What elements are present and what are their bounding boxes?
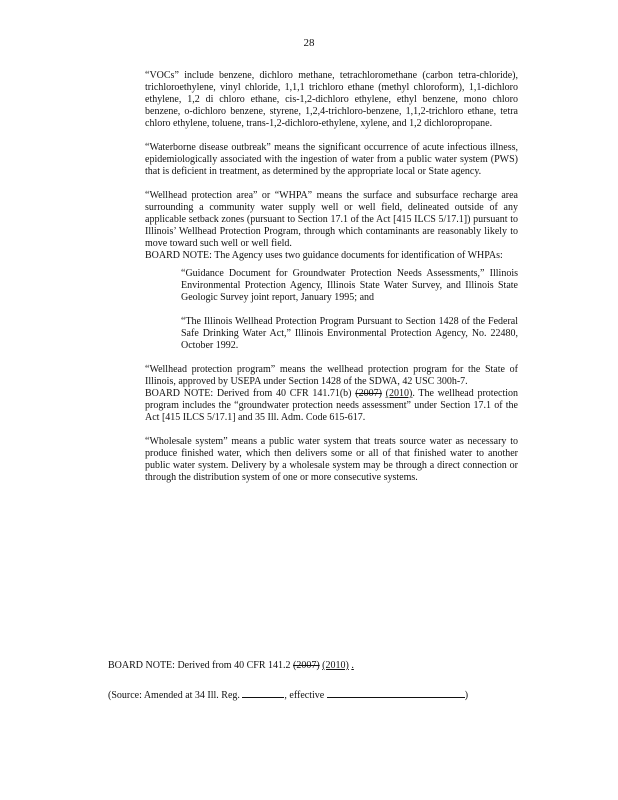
definition-wellhead-protection-area [145,190,518,352]
struck-citation-year: (2007) [355,388,382,399]
guidance-reference: “Guidance Document for Groundwater Protection Needs Assessments,” Illinois Environmental Protection Agency, Illinois State Water Survey, and Illinois State Geologic Survey joint report, January 1995; and [181,268,518,303]
inserted-citation-year: (2010) [322,660,349,671]
whpa-board-note: BOARD NOTE: The Agency uses two guidance documents for identification of WHPAs: [145,250,503,261]
definition-whpp-text: “Wellhead protection program” means the wellhead protection program for the State of Illinois, approved by USEPA under Section 1428 of the SDWA, 42 USC 300h-7. [145,364,518,387]
register-page-blank [242,688,284,698]
definition-vocs: “VOCs” include benzene, dichloro methane, tetrachloromethane (carbon tetra-chloride), trichloroethylene, vinyl chloride, 1,1,1 trichloro ethane (methyl chloroform), 1,1-dichloro ethylene, 1,2 di chloro ethane, cis-1,2-dichloro ethylene, ethyl benzene, mono chloro benzene, o-dichloro benzene, styrene, 1,2,4-trichloro-benzene, 1,1,2-trichloro ethane, tetra chloro ethylene, toluene, trans-1,2-dichloro-ethylene, xylene, and 1,2 dichloropropane. [145,70,518,129]
source-middle: , effective [284,690,325,701]
whpp-board-note-suffix: . The wellhead protection program includes the “groundwater protection needs assessment” under Section 17.1 of the Act [415 ILCS 5/17.1] and 35 Ill. Adm. Code 615-617. [145,388,519,423]
page-number: 28 [303,37,315,49]
definition-wholesale-system: “Wholesale system” means a public water system that treats source water as necessary to produce finished water, which then delivers some or all of that finished water to another public water system. Delivery by a wholesale system may be through a direct connection or through the distribution system of one or more consecutive systems. [145,436,518,483]
source-prefix: (Source: Amended at 34 Ill. Reg. [108,690,240,701]
inserted-citation-year: (2010) [385,388,413,399]
definitions-section [145,70,518,496]
section-board-note [108,660,528,672]
struck-citation-year: (2007) [293,660,320,671]
board-note-prefix: BOARD NOTE: Derived from 40 CFR 141.2 [108,660,291,671]
source-suffix: ) [464,690,469,701]
source-note [108,688,528,702]
effective-date-blank [327,688,465,698]
board-note-suffix: . [351,660,354,671]
definition-waterborne-disease-outbreak: “Waterborne disease outbreak” means the significant occurrence of acute infectious illness, epidemiologically associated with the ingestion of water from a public water system (PWS) that is deficient in treatment, as determined by the appropriate local or State agency. [145,142,518,177]
guidance-reference: “The Illinois Wellhead Protection Program Pursuant to Section 1428 of the Federal Safe Drinking Water Act,” Illinois Environmental Protection Agency, No. 22480, October 1992. [181,316,518,351]
whpp-board-note-prefix: BOARD NOTE: Derived from 40 CFR 141.71(b) [145,388,352,399]
definition-wellhead-protection-program [145,364,518,424]
definition-whpa-text: “Wellhead protection area” or “WHPA” means the surface and subsurface recharge area surrounding a community water supply well or well field, delineated outside of any applicable setback zones (pursuant to Section 17.1 of the Act [415 ILCS 5/17.1]) pursuant to Illinois’ Wellhead Protection Program, through which contaminants are reasonably likely to move toward such well or well field. [145,190,518,249]
whpa-guidance-references [181,268,518,352]
